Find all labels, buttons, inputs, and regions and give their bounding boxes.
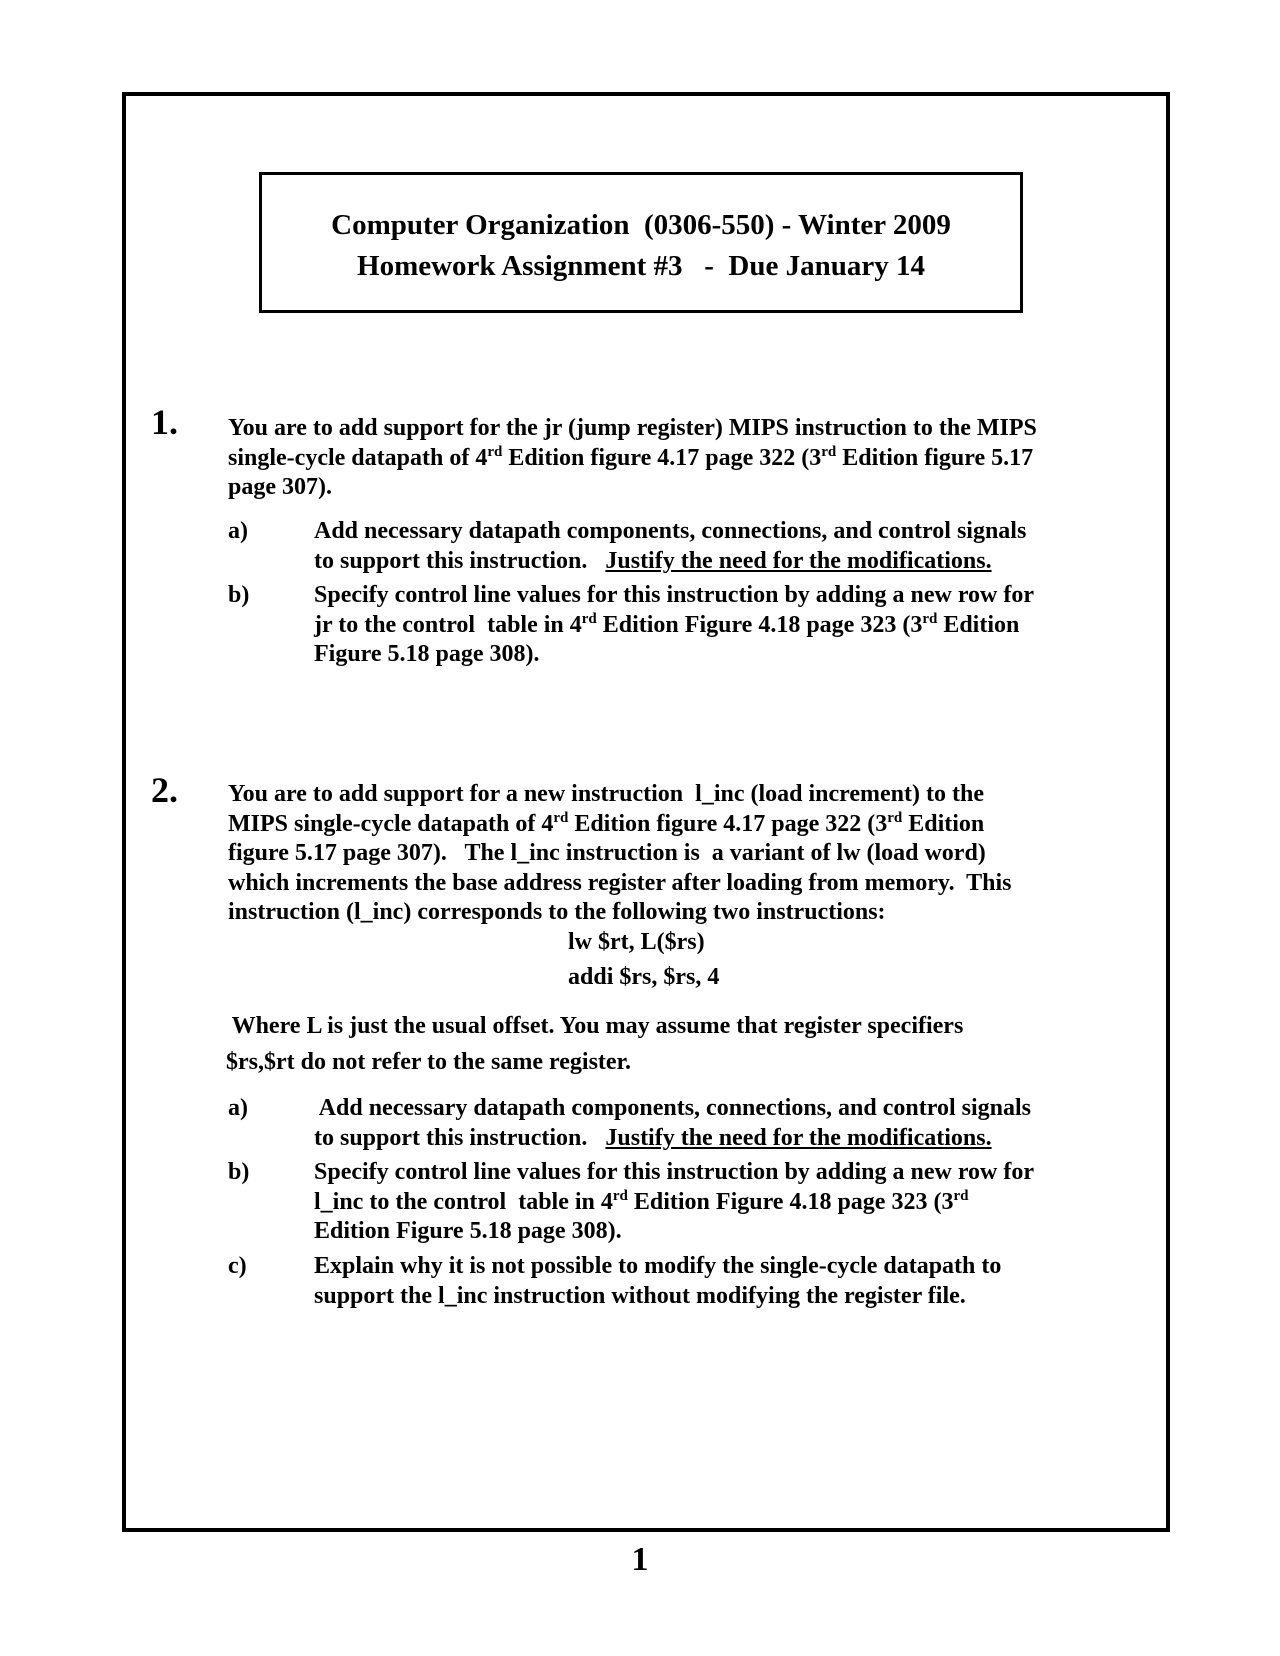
part-label: c) bbox=[228, 1253, 247, 1279]
justify-instruction: Justify the need for the modifications. bbox=[605, 547, 992, 574]
question-1-line: page 307). bbox=[228, 474, 332, 500]
code-line: addi $rs, $rs, 4 bbox=[568, 964, 720, 990]
part-label: a) bbox=[228, 518, 248, 544]
code-line: lw $rt, L($rs) bbox=[568, 929, 705, 955]
part-label: b) bbox=[228, 1159, 250, 1185]
part-label: b) bbox=[228, 582, 250, 608]
part-label: a) bbox=[228, 1095, 248, 1121]
question-2-number: 2. bbox=[151, 770, 178, 810]
question-1-line: You are to add support for the jr (jump register) MIPS instruction to the MIPS bbox=[228, 415, 1037, 441]
part-text: Add necessary datapath components, connections, and control signals to support this instruction. Justify the need for the modifications. bbox=[314, 1095, 1031, 1151]
part-text: Specify control line values for this instruction by adding a new row for l_inc to the control table in 4rd Edition Figure 4.18 page 323 (3rd Edition Figure 5.18 page 308). bbox=[314, 1159, 1035, 1244]
code-block bbox=[568, 925, 719, 995]
question-1-line: single-cycle datapath of 4rd Edition figure 4.17 page 322 (3rd Edition figure 5.17 bbox=[228, 443, 1034, 471]
question-1-number: 1. bbox=[151, 402, 178, 442]
question-2-text: You are to add support for a new instruction l_inc (load increment) to the MIPS single-cycle datapath of 4rd Edition figure 4.17 page 322 (3rd Edition figure 5.17 page 307). The l_inc instruction is a variant of lw (load word) which increments the base address register after loading from memory. This instruction (l_inc) corresponds to the following two instructions: bbox=[228, 781, 1012, 925]
page-number: 1 bbox=[631, 1541, 649, 1578]
question-1-text bbox=[228, 414, 1158, 503]
course-title: Computer Organization (0306-550) - Winter 2009 bbox=[331, 209, 951, 241]
question-2-note: Where L is just the usual offset. You may assume that register specifiers $rs,$rt do not refer to the same register. bbox=[226, 1013, 964, 1075]
part-text: Add necessary datapath components, connections, and control signals to support this instruction. Justify the need for the modifications. bbox=[314, 518, 1027, 574]
title-box bbox=[259, 172, 1023, 313]
justify-instruction: Justify the need for the modifications. bbox=[605, 1124, 992, 1151]
part-text: Specify control line values for this instruction by adding a new row for jr to the control table in 4rd Edition Figure 4.18 page 323 (3rd Edition Figure 5.18 page 308). bbox=[314, 582, 1035, 667]
assignment-title: Homework Assignment #3 - Due January 14 bbox=[357, 250, 925, 282]
part-text: Explain why it is not possible to modify the single-cycle datapath to support the l_inc instruction without modifying the register file. bbox=[314, 1253, 1002, 1309]
